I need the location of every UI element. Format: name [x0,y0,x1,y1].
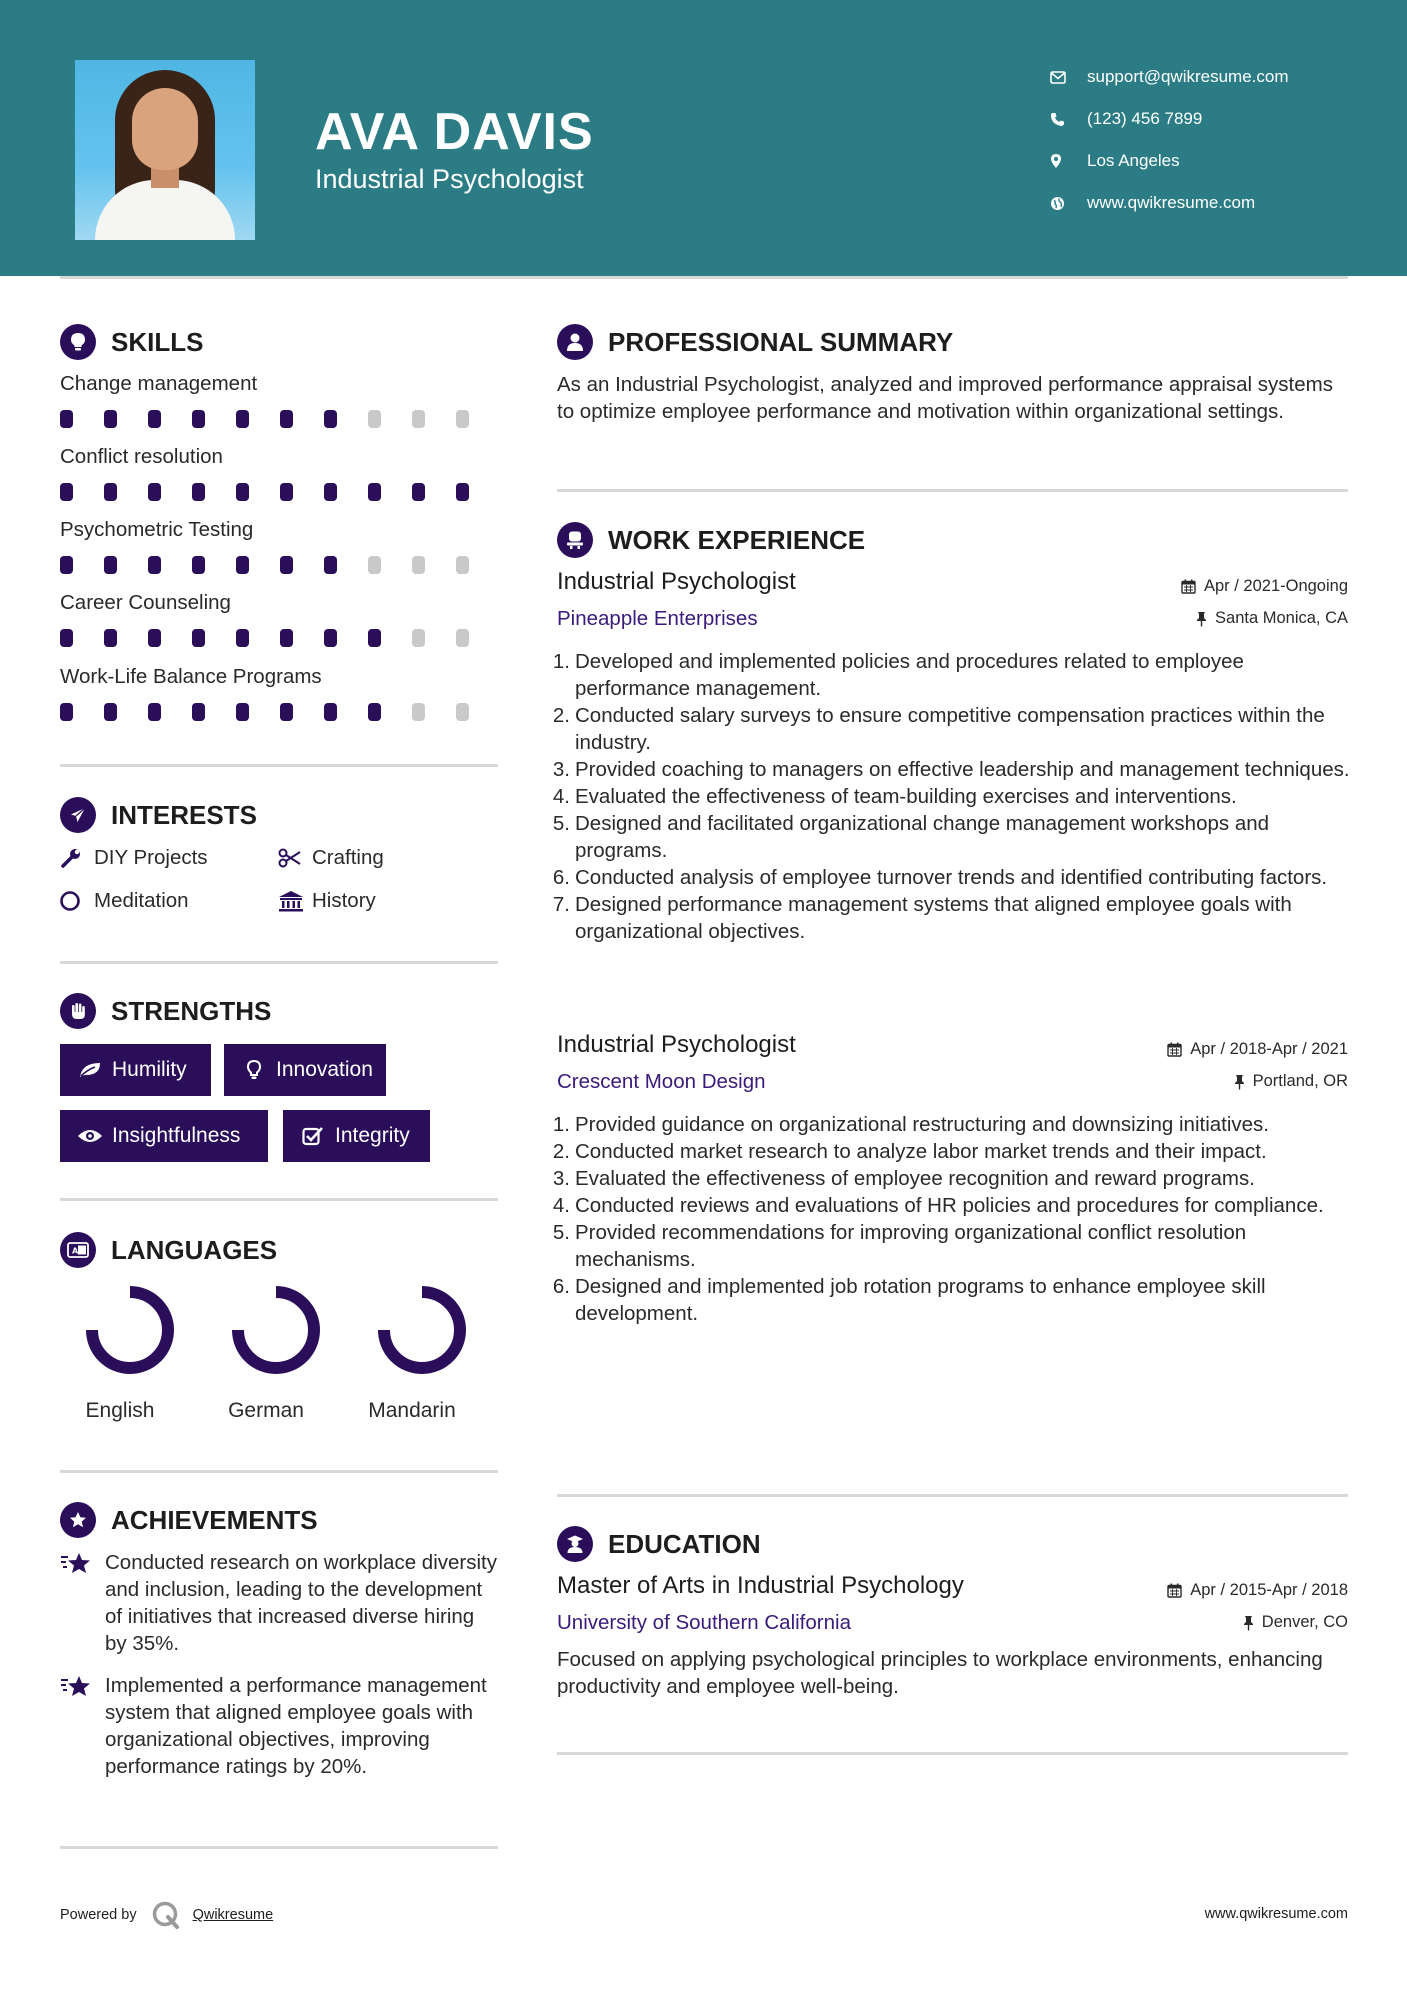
strength-tag: Innovation [224,1044,386,1096]
leaf-icon [72,1061,108,1079]
rating-dot-filled [324,410,337,428]
rating-dot-filled [368,629,381,647]
section-divider [557,489,1348,492]
contact-list [1050,56,1390,224]
list-item: 6. Designed and implemented job rotation programs to enhance employee skill development. [552,1275,1266,1325]
rating-dot-filled [192,410,205,428]
list-item: 4. Evaluated the effectiveness of team-building exercises and interventions. [552,785,1237,808]
rating-dot-filled [236,410,249,428]
list-item: 1. Provided guidance on organizational restructuring and downsizing initiatives. [552,1113,1269,1136]
school-name: University of Southern California [557,1611,851,1634]
footer-url[interactable]: www.qwikresume.com [1204,1906,1348,1922]
rating-dot-filled [104,410,117,428]
experience-heading: WORK EXPERIENCE [557,522,865,558]
job-bullets [552,1111,1352,1327]
rating-dot-filled [324,483,337,501]
skill-rating [60,483,500,501]
language-item [196,1280,336,1423]
strength-tag: Integrity [283,1110,430,1162]
job-title: Industrial Psychologist [557,1031,796,1058]
rating-dot-filled [192,483,205,501]
language-item [342,1280,482,1423]
skill-rating [60,556,500,574]
candidate-role: Industrial Psychologist [315,164,584,194]
language-item [50,1280,190,1423]
list-item: 5. Provided recommendations for improving organizational conflict resolution mechanisms. [552,1221,1247,1271]
summary-heading: PROFESSIONAL SUMMARY [557,324,953,360]
rating-dot-filled [60,483,73,501]
star-icon [60,1549,105,1657]
rating-dot-filled [368,483,381,501]
qwikresume-logo-icon [151,1900,181,1930]
education-heading: EDUCATION [557,1526,761,1562]
list-item: 3. Evaluated the effectiveness of employee recognition and reward programs. [552,1167,1255,1190]
language-ring [80,1280,180,1380]
contact-location [1050,140,1390,182]
contact-email-text: support@qwikresume.com [1087,67,1289,86]
scissors-icon [278,848,312,868]
rating-dot-filled [60,556,73,574]
language-label: Mandarin [368,1399,456,1422]
summary-text: As an Industrial Psychologist, analyzed and improved performance appraisal systems to optimize employee performance and motivation within organizational settings. [557,373,1333,423]
rating-dot-filled [148,629,161,647]
contact-email[interactable] [1050,56,1390,98]
powered-by: Powered by Qwikresume [60,1900,273,1930]
rating-dot-filled [368,703,381,721]
section-divider [60,1198,498,1201]
rating-dot-filled [148,556,161,574]
rating-dot-filled [192,556,205,574]
list-item: 2. Conducted market research to analyze labor market trends and their impact. [552,1140,1267,1163]
list-item: 5. Designed and facilitated organizational change management workshops and programs. [552,812,1270,862]
globe-icon [1050,196,1087,211]
section-divider [60,961,498,964]
rating-dot-filled [236,556,249,574]
strengths-heading: STRENGTHS [60,993,271,1029]
pushpin-icon [1243,1615,1254,1631]
contact-website[interactable] [1050,182,1390,224]
skill-label: Conflict resolution [60,445,223,468]
envelope-icon [1050,71,1087,84]
rating-dot-empty [368,556,381,574]
skill-rating [60,410,500,428]
language-icon [60,1232,96,1268]
degree-title: Master of Arts in Industrial Psychology [557,1572,964,1599]
rating-dot-filled [104,703,117,721]
job-location: Portland, OR [1234,1072,1348,1091]
rating-dot-filled [324,703,337,721]
circle-icon [60,890,94,912]
contact-location-text: Los Angeles [1087,151,1180,170]
language-progress-arc [92,1292,168,1368]
list-item: 4. Conducted reviews and evaluations of HR policies and procedures for compliance. [552,1194,1324,1217]
interests-heading: INTERESTS [60,797,257,833]
rating-dot-filled [148,483,161,501]
skills-heading: SKILLS [60,324,203,360]
strength-tag: Insightfulness [60,1110,268,1162]
skill-rating [60,703,500,721]
rating-dot-empty [456,556,469,574]
skill-label: Work-Life Balance Programs [60,665,322,688]
rating-dot-filled [148,703,161,721]
job-company: Crescent Moon Design [557,1070,766,1093]
section-divider [60,764,498,767]
rating-dot-filled [60,410,73,428]
rating-dot-filled [280,629,293,647]
rating-dot-filled [280,556,293,574]
section-divider [60,1470,498,1473]
eye-icon [72,1128,108,1144]
interest-item: History [278,889,376,913]
header-banner [0,0,1407,276]
pushpin-icon [1196,611,1207,627]
list-item: 2. Conducted salary surveys to ensure competitive compensation practices within the industry. [552,704,1325,754]
rating-dot-empty [412,629,425,647]
skill-item [60,665,500,721]
education-location: Denver, CO [1243,1613,1348,1632]
rating-dot-filled [280,483,293,501]
qwikresume-link[interactable]: Qwikresume [192,1907,274,1923]
calendar-icon [1167,1042,1182,1057]
section-divider [557,1752,1348,1755]
graduate-icon [557,1526,593,1562]
achievement-item: Implemented a performance management system that aligned employee goals with organizational objectives, improving performance ratings by 20%. [60,1672,500,1780]
interest-item: Meditation [60,889,189,913]
star-icon [60,1672,105,1780]
languages-heading: A LANGUAGES [60,1232,277,1268]
rating-dot-filled [148,410,161,428]
job-date: Apr / 2021-Ongoing [1181,577,1348,596]
rating-dot-filled [324,629,337,647]
education-date: Apr / 2015-Apr / 2018 [1167,1581,1348,1600]
rating-dot-filled [456,483,469,501]
achievements-heading: ACHIEVEMENTS [60,1502,318,1538]
hand-icon [60,993,96,1029]
rating-dot-empty [456,410,469,428]
language-ring [226,1280,326,1380]
interest-item: DIY Projects [60,846,208,870]
section-divider [557,1494,1348,1497]
rating-dot-filled [104,556,117,574]
skill-item [60,518,500,574]
rating-dot-empty [412,703,425,721]
briefcase-icon [557,522,593,558]
bank-icon [278,890,312,912]
rating-dot-filled [192,703,205,721]
star-badge-icon [60,1502,96,1538]
skill-item [60,591,500,647]
rating-dot-empty [368,410,381,428]
rating-dot-filled [104,483,117,501]
language-label: English [85,1399,155,1422]
contact-phone[interactable] [1050,98,1390,140]
map-pin-icon [1050,153,1087,169]
strength-tag: Humility [60,1044,211,1096]
skill-rating [60,629,500,647]
job-bullets [552,648,1352,945]
rating-dot-filled [60,703,73,721]
language-progress-arc [238,1292,314,1368]
pushpin-icon [1234,1074,1245,1090]
candidate-name: AVA DAVIS [315,103,594,161]
skill-item [60,445,500,501]
list-item: 7. Designed performance management systems that aligned employee goals with organizational objectives. [552,893,1292,943]
profile-photo [75,60,255,240]
rating-dot-filled [60,629,73,647]
job-date: Apr / 2018-Apr / 2021 [1167,1040,1348,1059]
check-square-icon [295,1126,331,1146]
contact-phone-text: (123) 456 7899 [1087,109,1203,128]
education-description: Focused on applying psychological principles to workplace environments, enhancing productivity and employee well-being. [557,1648,1323,1698]
list-item: 1. Developed and implemented policies and procedures related to employee performance management. [552,650,1244,700]
skill-label: Career Counseling [60,591,231,614]
list-item: 6. Conducted analysis of employee turnover trends and identified contributing factors. [552,866,1328,889]
rating-dot-filled [280,410,293,428]
rating-dot-filled [280,703,293,721]
job-company: Pineapple Enterprises [557,607,758,630]
wrench-icon [60,847,94,869]
lightbulb-icon [60,324,96,360]
user-icon [557,324,593,360]
section-divider [60,1846,498,1849]
language-label: German [228,1399,304,1422]
job-title: Industrial Psychologist [557,568,796,595]
skill-item [60,372,500,428]
svg-text:A: A [72,1246,79,1256]
skill-label: Psychometric Testing [60,518,254,541]
header-divider [60,276,1348,279]
phone-icon [1050,112,1087,127]
language-ring [372,1280,472,1380]
language-progress-arc [384,1292,460,1368]
rating-dot-filled [192,629,205,647]
contact-website-text: www.qwikresume.com [1087,193,1256,212]
rating-dot-filled [324,556,337,574]
lightbulb-icon [236,1059,272,1081]
rating-dot-filled [236,483,249,501]
calendar-icon [1181,579,1196,594]
job-location: Santa Monica, CA [1196,609,1348,628]
interest-item: Crafting [278,846,384,870]
rating-dot-empty [456,629,469,647]
rating-dot-filled [236,629,249,647]
skill-label: Change management [60,372,258,395]
achievement-item: Conducted research on workplace diversity and inclusion, leading to the development of initiatives that increased diverse hiring by 35%. [60,1549,500,1657]
rating-dot-empty [412,410,425,428]
rating-dot-filled [236,703,249,721]
rating-dot-empty [412,556,425,574]
rating-dot-filled [412,483,425,501]
list-item: 3. Provided coaching to managers on effective leadership and management techniques. [552,758,1350,781]
rating-dot-filled [104,629,117,647]
calendar-icon [1167,1583,1182,1598]
rating-dot-empty [456,703,469,721]
paper-plane-icon [60,797,96,833]
